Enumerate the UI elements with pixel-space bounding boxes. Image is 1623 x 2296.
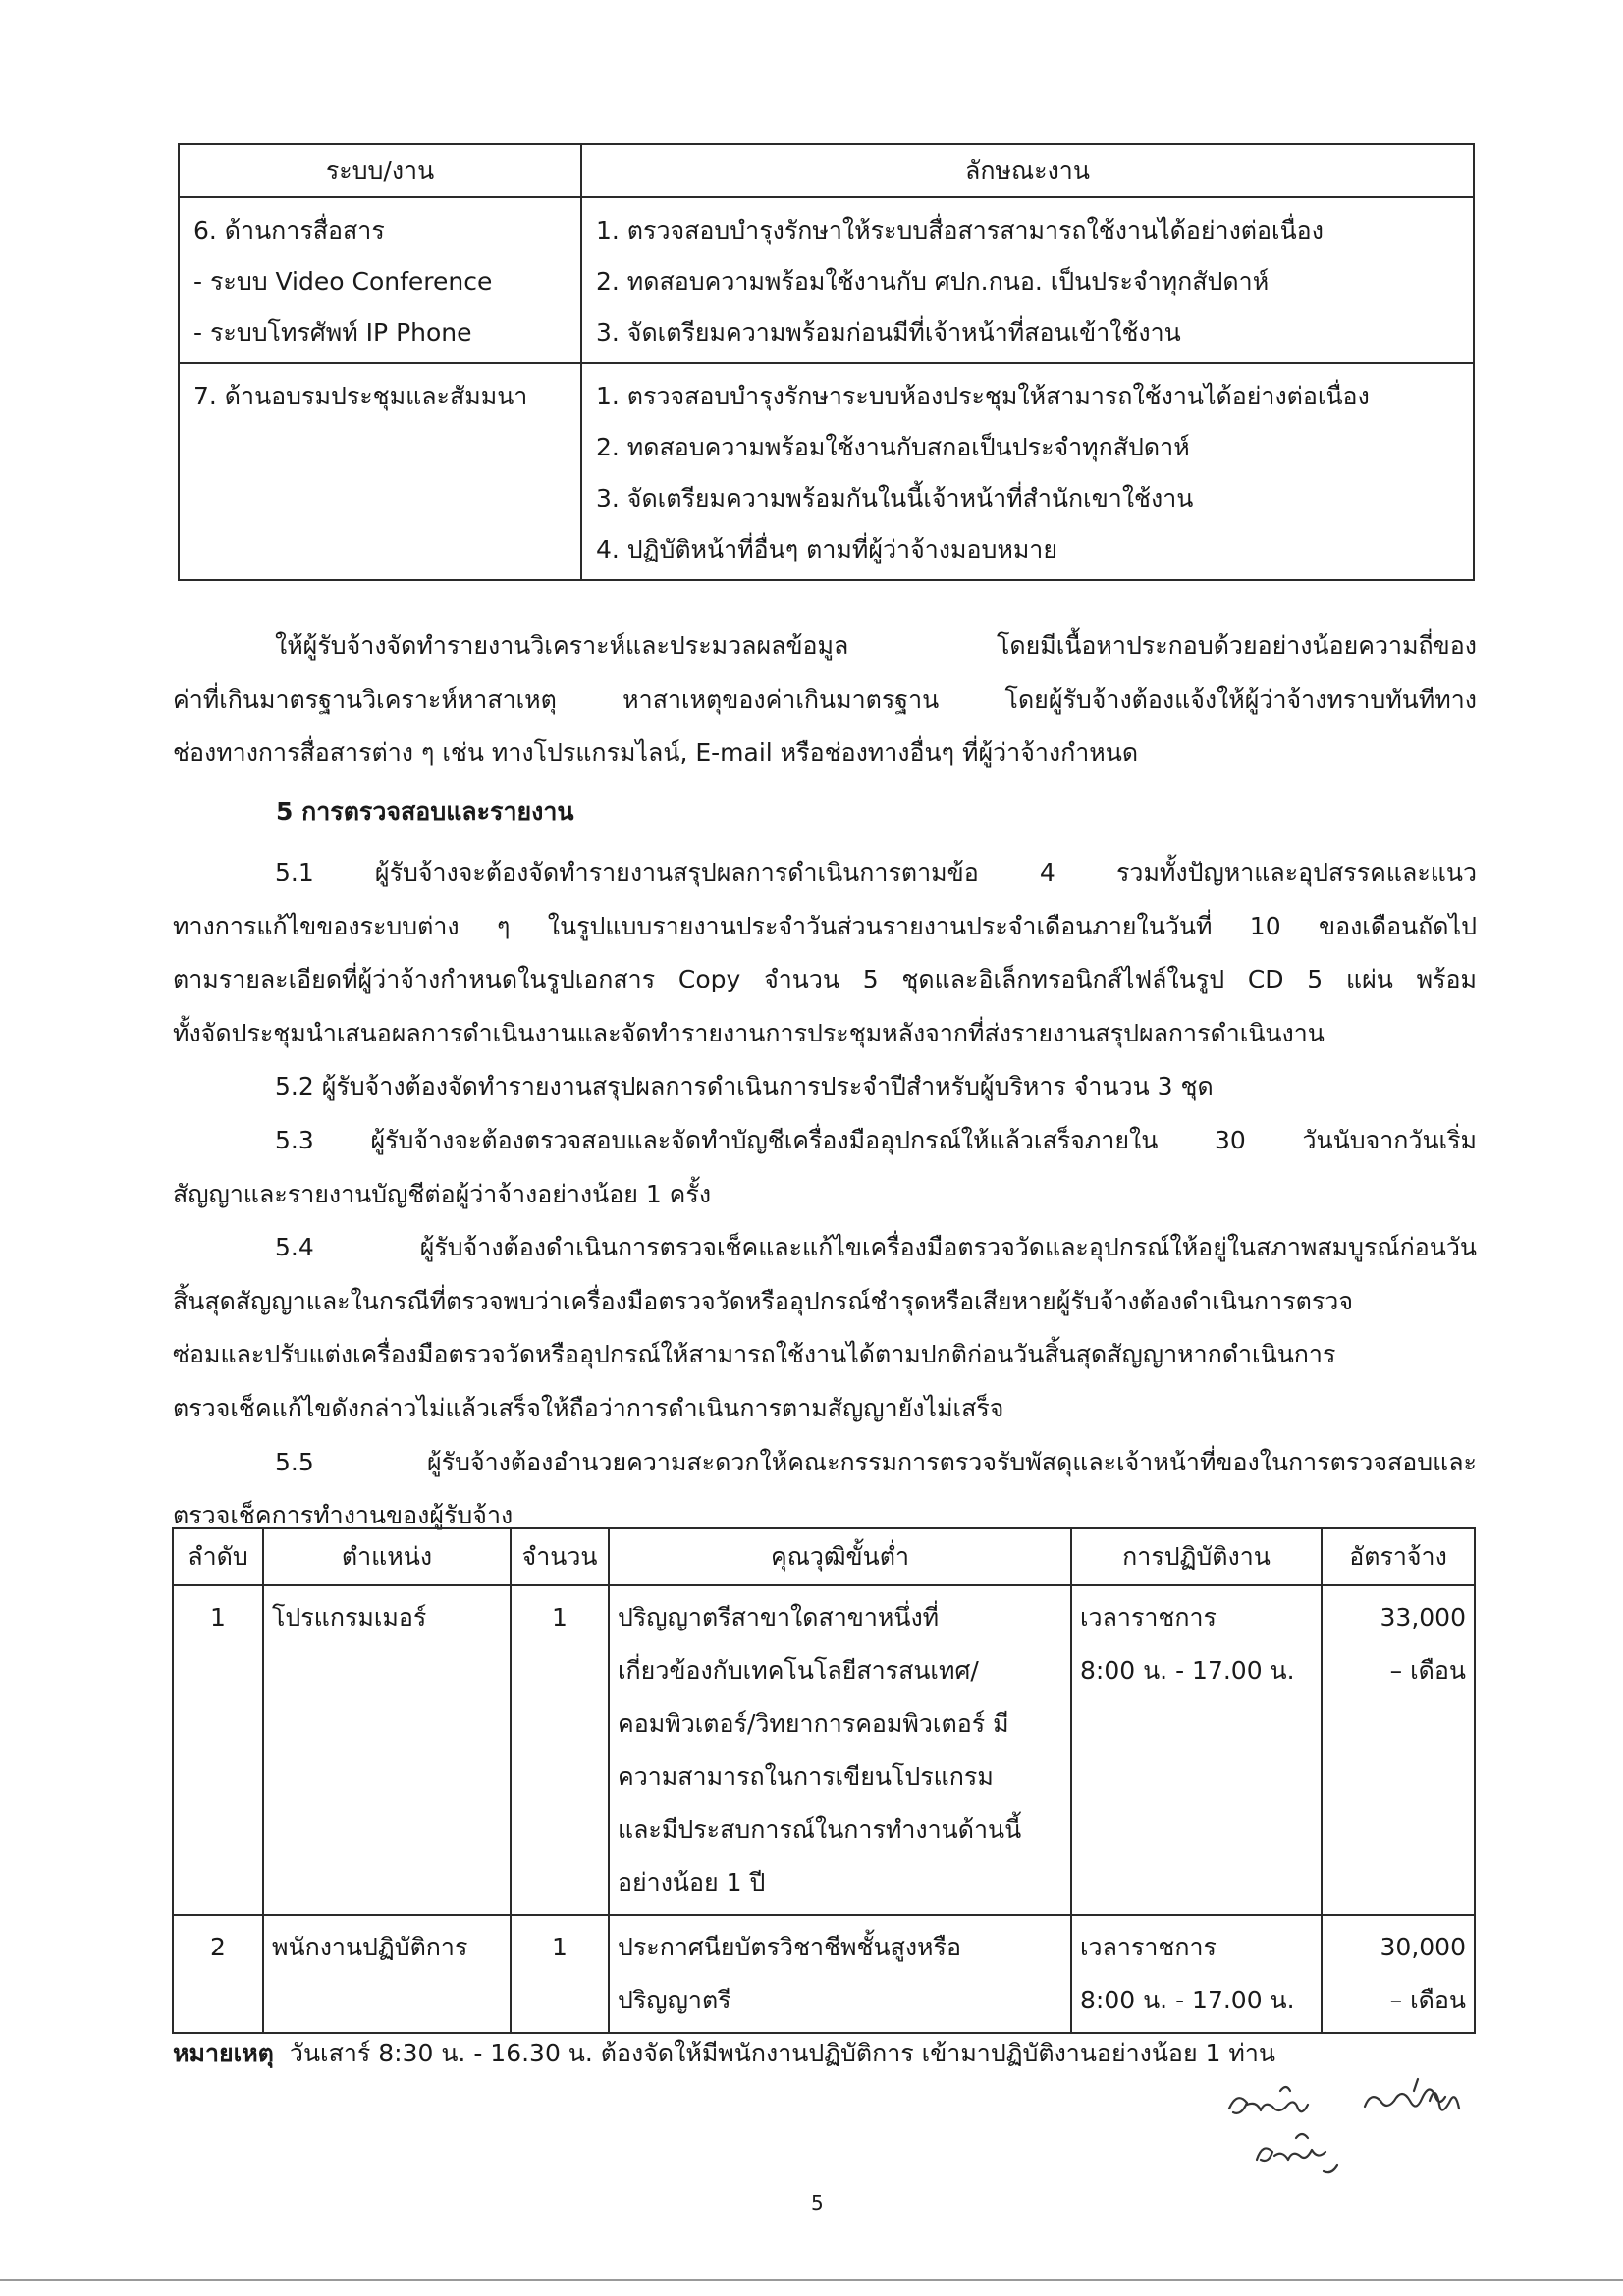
paragraph-line: ทั้งจัดประชุมนำเสนอผลการดำเนินงานและจัดทำรายงานการประชุมหลังจากที่ส่งรายงานสรุปผลการดำเนินงาน bbox=[173, 1018, 1325, 1047]
paragraph-line: ซ่อมและปรับแต่งเครื่องมือตรวจวัดหรืออุปกรณ์ให้สามารถใช้งานได้ตามปกติก่อนวันสิ้นสุดสัญญาหากดำเนินการ bbox=[173, 1340, 1336, 1369]
task-cell bbox=[581, 363, 1474, 580]
position-cell: โปรแกรมเมอร์ bbox=[263, 1585, 511, 1915]
qualification-cell bbox=[609, 1915, 1071, 2033]
system-cell bbox=[179, 363, 581, 580]
order-cell: 1 bbox=[173, 1585, 263, 1915]
system-line: - ระบบ Video Conference bbox=[193, 267, 493, 295]
header-task-nature: ลักษณะงาน bbox=[581, 144, 1474, 197]
table-header-row bbox=[179, 144, 1474, 197]
header-rate: อัตราจ้าง bbox=[1322, 1528, 1475, 1585]
qualification-line: ประกาศนียบัตรวิชาชีพชั้นสูงหรือ bbox=[618, 1933, 961, 1961]
table-row bbox=[173, 1585, 1475, 1915]
paragraph-line: ตามรายละเอียดที่ผู้ว่าจ้างกำหนดในรูปเอกสาร Copy จำนวน 5 ชุดและอิเล็กทรอนิกส์ไฟล์ในรูป CD 5 แผ่น พร้อม bbox=[173, 965, 1477, 994]
paragraph-line: 5.2 ผู้รับจ้างต้องจัดทำรายงานสรุปผลการดำเนินการประจำปีสำหรับผู้บริหาร จำนวน 3 ชุด bbox=[275, 1072, 1214, 1101]
paragraph-line: 5.3 ผู้รับจ้างจะต้องตรวจสอบและจัดทำบัญชีเครื่องมืออุปกรณ์ให้แล้วเสร็จภายใน 30 วันนับจากวันเริ่ม bbox=[275, 1125, 1477, 1154]
paragraph-line: ทางการแก้ไขของระบบต่าง ๆ ในรูปแบบรายงานประจำวันส่วนรายงานประจำเดือนภายในวันที่ 10 ของเดือนถัดไป bbox=[173, 911, 1477, 940]
order-cell: 2 bbox=[173, 1915, 263, 2033]
footnote-label: หมายเหตุ bbox=[173, 2039, 274, 2067]
header-order: ลำดับ bbox=[173, 1528, 263, 1585]
paragraph-line: 5.4 ผู้รับจ้างต้องดำเนินการตรวจเช็คและแก้ไขเครื่องมือตรวจวัดและอุปกรณ์ให้อยู่ในสภาพสมบูรณ์ก่อนวัน bbox=[275, 1233, 1477, 1262]
rate-cell bbox=[1322, 1915, 1475, 2033]
paragraph-line: ค่าที่เกินมาตรฐานวิเคราะห์หาสาเหตุ หาสาเหตุของค่าเกินมาตรฐาน โดยผู้รับจ้างต้องแจ้งให้ผู้ว่าจ้างทราบทันทีทาง bbox=[173, 684, 1477, 714]
intro-paragraph bbox=[173, 619, 1477, 780]
paragraph-line: 5.1 ผู้รับจ้างจะต้องจัดทำรายงานสรุปผลการดำเนินการตามข้อ 4 รวมทั้งปัญหาและอุปสรรคและแนว bbox=[275, 858, 1477, 886]
handwritten-signature bbox=[1217, 2061, 1512, 2189]
work-hours-line: เวลาราชการ bbox=[1080, 1933, 1217, 1961]
paragraph-line: ช่องทางการสื่อสารต่าง ๆ เช่น ทางโปรแกรมไลน์, E-mail หรือช่องทางอื่นๆ ที่ผู้ว่าจ้างกำหนด bbox=[173, 738, 1139, 768]
work-hours-cell bbox=[1071, 1585, 1322, 1915]
header-work-hours: การปฏิบัติงาน bbox=[1071, 1528, 1322, 1585]
qualification-cell bbox=[609, 1585, 1071, 1915]
rate-amount: 33,000 bbox=[1380, 1603, 1466, 1631]
rate-unit: – เดือน bbox=[1389, 1656, 1466, 1684]
system-line: - ระบบโทรศัพท์ IP Phone bbox=[193, 318, 472, 347]
task-line: 1. ตรวจสอบบำรุงรักษาระบบห้องประชุมให้สามารถใช้งานได้อย่างต่อเนื่อง bbox=[596, 382, 1370, 410]
count-cell: 1 bbox=[511, 1915, 609, 2033]
table-header-row bbox=[173, 1528, 1475, 1585]
count-cell: 1 bbox=[511, 1585, 609, 1915]
system-line: 6. ด้านการสื่อสาร bbox=[193, 216, 385, 244]
qualification-line: และมีประสบการณ์ในการทำงานด้านนี้ bbox=[618, 1815, 1022, 1843]
qualification-line: อย่างน้อย 1 ปี bbox=[618, 1868, 766, 1896]
header-count: จำนวน bbox=[511, 1528, 609, 1585]
paragraph-line: ตรวจเช็คการทำงานของผู้รับจ้าง bbox=[173, 1501, 514, 1530]
bottom-border-line bbox=[0, 2279, 1623, 2281]
qualification-line: เกี่ยวข้องกับเทคโนโลยีสารสนเทศ/ bbox=[618, 1656, 979, 1684]
task-cell bbox=[581, 197, 1474, 363]
work-scope-table bbox=[178, 143, 1475, 581]
qualification-line: ความสามารถในการเขียนโปรแกรม bbox=[618, 1762, 994, 1790]
paragraph-line: สัญญาและรายงานบัญชีต่อผู้ว่าจ้างอย่างน้อย 1 ครั้ง bbox=[173, 1179, 712, 1208]
work-hours-cell bbox=[1071, 1915, 1322, 2033]
system-cell bbox=[179, 197, 581, 363]
task-line: 4. ปฏิบัติหน้าที่อื่นๆ ตามที่ผู้ว่าจ้างมอบหมาย bbox=[596, 535, 1057, 563]
paragraph-line: ให้ผู้รับจ้างจัดทำรายงานวิเคราะห์และประมวลผลข้อมูล โดยมีเนื้อหาประกอบด้วยอย่างน้อยความถี่ของ bbox=[275, 631, 1477, 660]
footnote bbox=[173, 2034, 1275, 2073]
footnote-text: วันเสาร์ 8:30 น. - 16.30 น. ต้องจัดให้มีพนักงานปฏิบัติการ เข้ามาปฏิบัติงานอย่างน้อย 1 ท่าน bbox=[289, 2039, 1275, 2067]
table-row bbox=[179, 363, 1474, 580]
header-qualification: คุณวุฒิขั้นต่ำ bbox=[609, 1528, 1071, 1585]
system-line: 7. ด้านอบรมประชุมและสัมมนา bbox=[193, 382, 528, 410]
qualification-line: คอมพิวเตอร์/วิทยาการคอมพิวเตอร์ มี bbox=[618, 1709, 1009, 1737]
table-row bbox=[179, 197, 1474, 363]
task-line: 3. จัดเตรียมความพร้อมกันในนี้เจ้าหน้าที่สำนักเขาใช้งาน bbox=[596, 484, 1194, 512]
paragraph-line: ตรวจเช็คแก้ไขดังกล่าวไม่แล้วเสร็จให้ถือว่าการดำเนินการตามสัญญายังไม่เสร็จ bbox=[173, 1393, 1004, 1422]
work-hours-line: 8:00 น. - 17.00 น. bbox=[1080, 1986, 1295, 2014]
qualification-line: ปริญญาตรีสาขาใดสาขาหนึ่งที่ bbox=[618, 1603, 940, 1631]
header-position: ตำแหน่ง bbox=[263, 1528, 511, 1585]
paragraph-line: สิ้นสุดสัญญาและในกรณีที่ตรวจพบว่าเครื่องมือตรวจวัดหรืออุปกรณ์ชำรุดหรือเสียหายผู้รับจ้างต้องดำเนินการตรวจ bbox=[173, 1286, 1353, 1315]
section-5-body bbox=[173, 846, 1477, 1543]
header-system: ระบบ/งาน bbox=[179, 144, 581, 197]
page-number: 5 bbox=[811, 2191, 824, 2215]
paragraph-line: 5.5 ผู้รับจ้างต้องอำนวยความสะดวกให้คณะกรรมการตรวจรับพัสดุและเจ้าหน้าที่ของในการตรวจสอบและ bbox=[275, 1447, 1477, 1476]
position-cell: พนักงานปฏิบัติการ bbox=[263, 1915, 511, 2033]
table-row bbox=[173, 1915, 1475, 2033]
task-line: 2. ทดสอบความพร้อมใช้งานกับสกอเป็นประจำทุกสัปดาห์ bbox=[596, 433, 1190, 461]
task-line: 2. ทดสอบความพร้อมใช้งานกับ ศปก.กนอ. เป็นประจำทุกสัปดาห์ bbox=[596, 267, 1270, 295]
rate-cell bbox=[1322, 1585, 1475, 1915]
work-hours-line: 8:00 น. - 17.00 น. bbox=[1080, 1656, 1295, 1684]
qualification-line: ปริญญาตรี bbox=[618, 1986, 731, 2014]
rate-amount: 30,000 bbox=[1380, 1933, 1466, 1961]
rate-unit: – เดือน bbox=[1389, 1986, 1466, 2014]
work-hours-line: เวลาราชการ bbox=[1080, 1603, 1217, 1631]
task-line: 3. จัดเตรียมความพร้อมก่อนมีที่เจ้าหน้าที่สอนเข้าใช้งาน bbox=[596, 318, 1181, 347]
task-line: 1. ตรวจสอบบำรุงรักษาให้ระบบสื่อสารสามารถใช้งานได้อย่างต่อเนื่อง bbox=[596, 216, 1324, 244]
section-heading: 5 การตรวจสอบและรายงาน bbox=[276, 797, 574, 826]
staffing-table bbox=[172, 1527, 1476, 2034]
